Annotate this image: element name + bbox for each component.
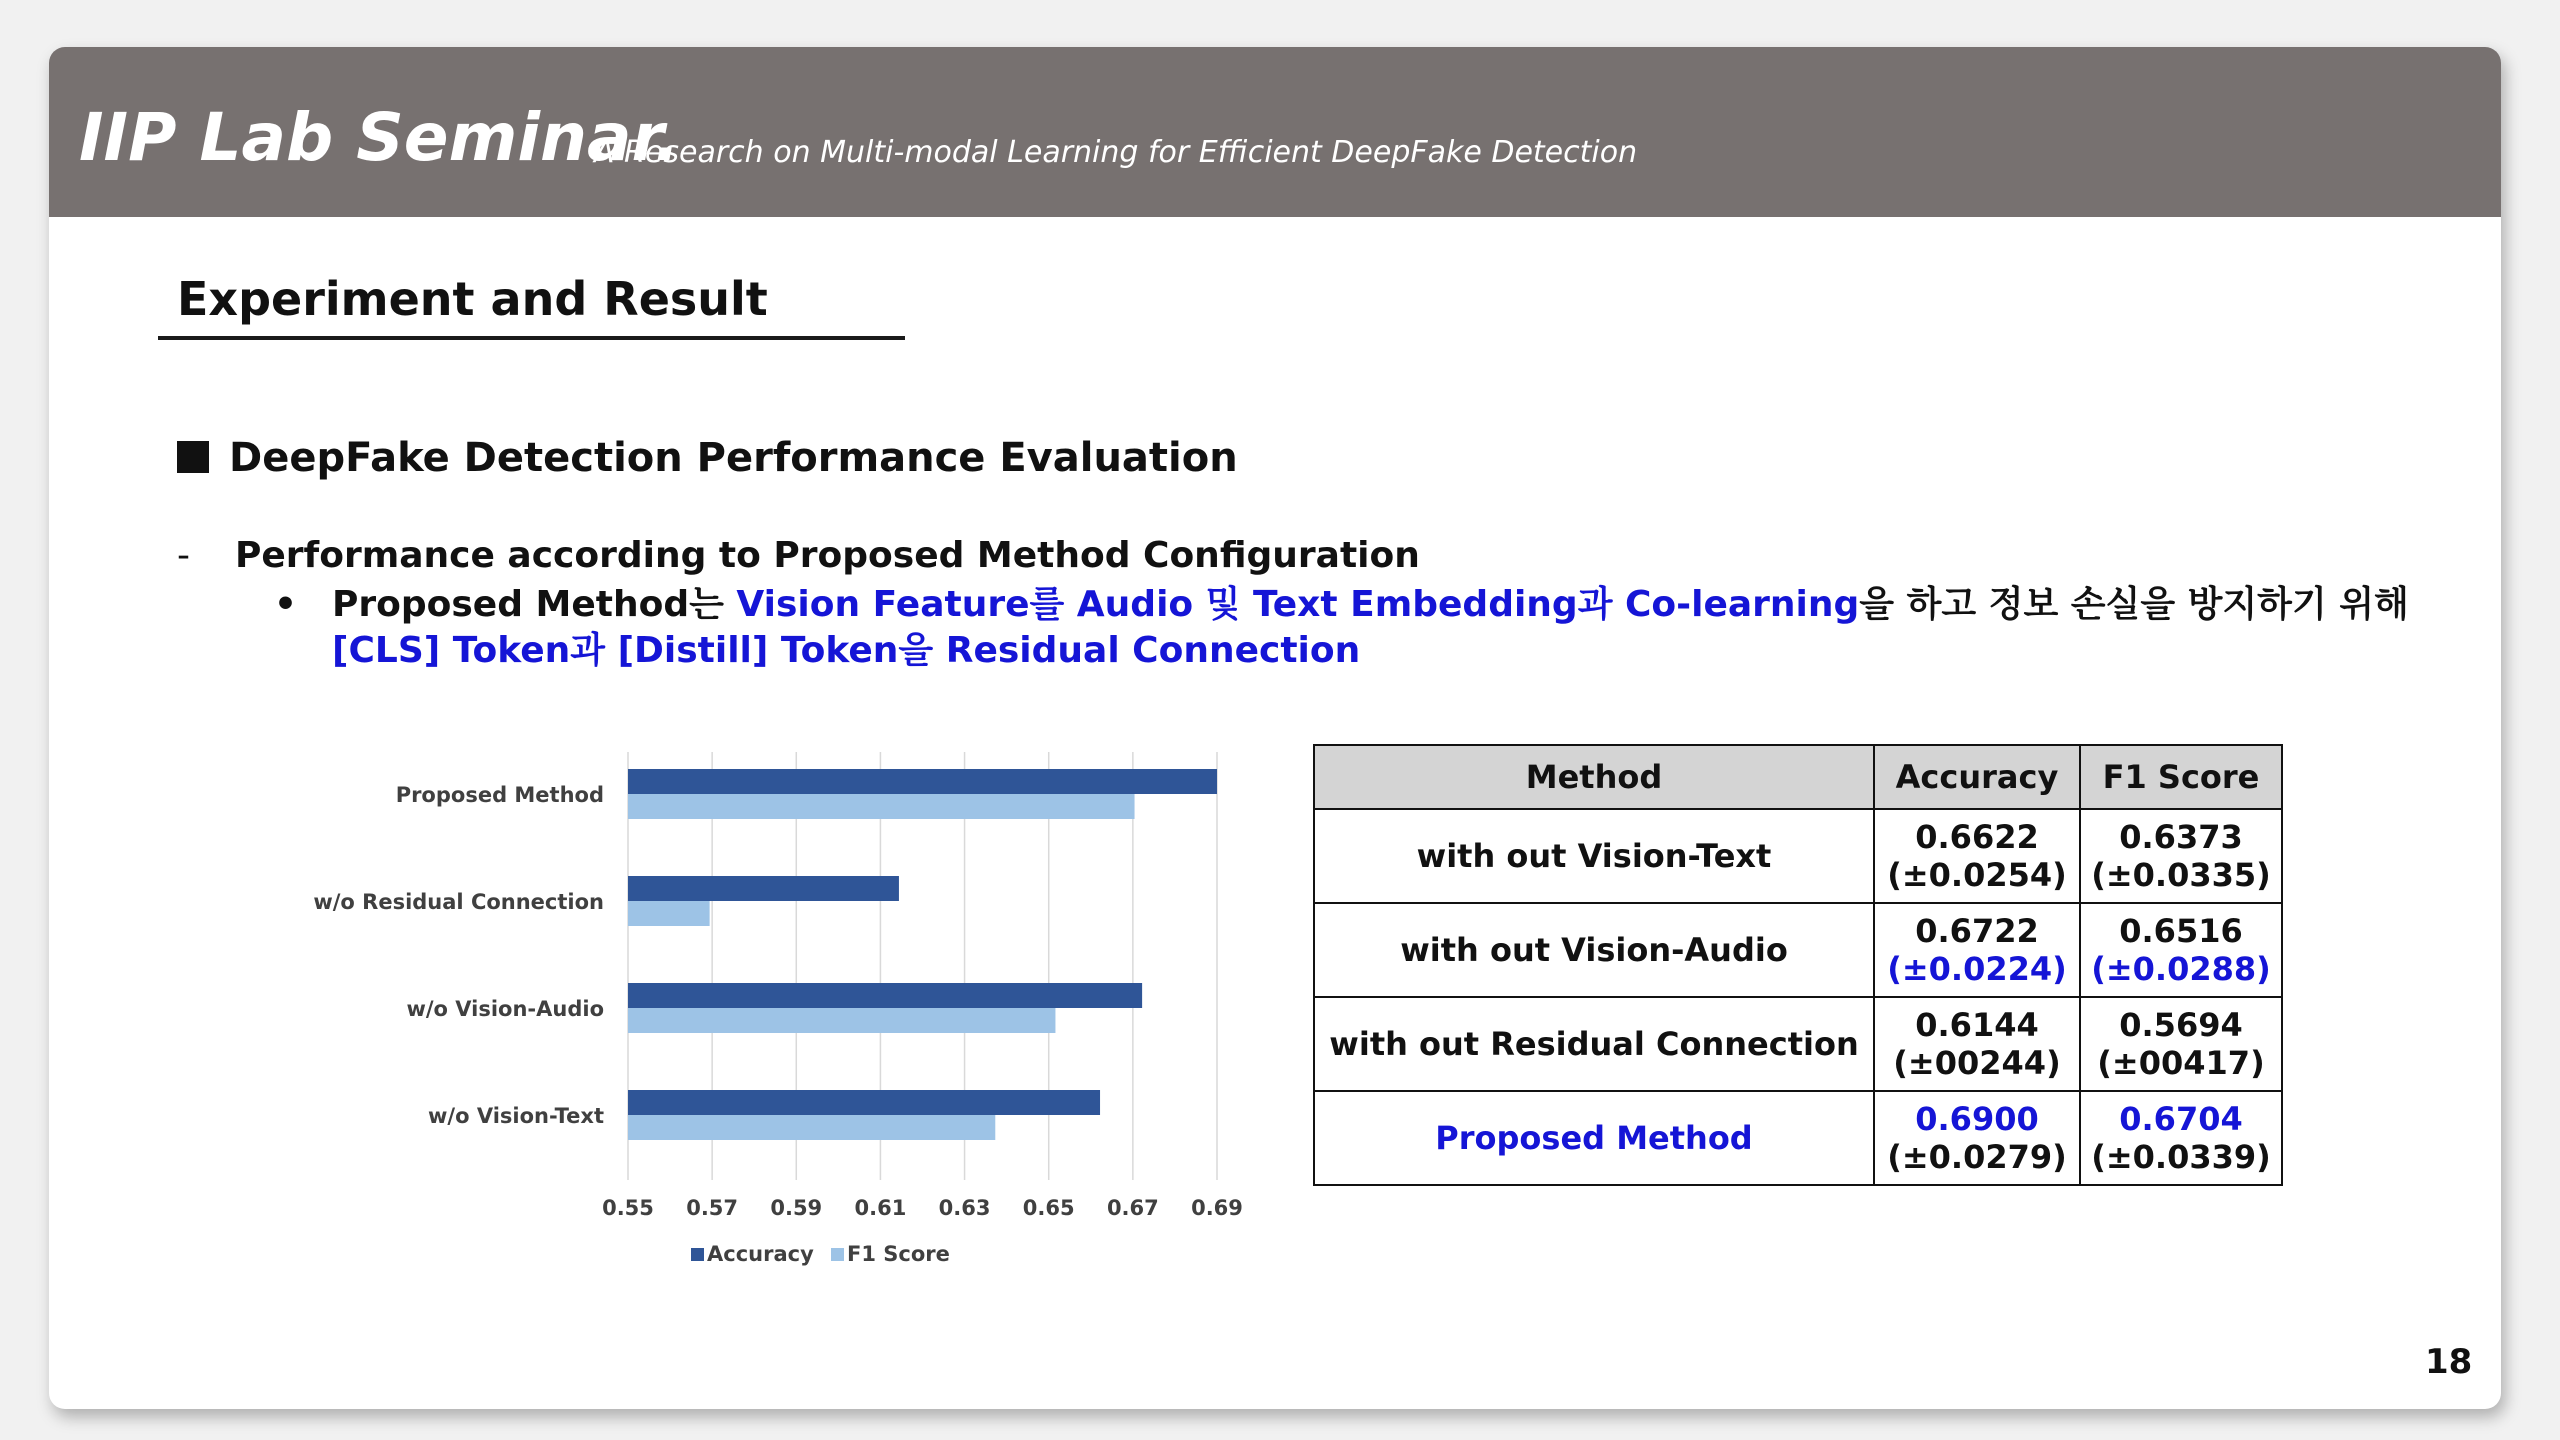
row-accuracy [1874, 1091, 2080, 1185]
chart-tick-label: 0.59 [770, 1196, 823, 1220]
accuracy-value: 0.6900 [1915, 1100, 2039, 1138]
seminar-subtitle: A Research on Multi-modal Learning for Efficient DeepFake Detection [594, 135, 1638, 170]
chart-tick-label: 0.55 [602, 1196, 654, 1220]
chart-bars [628, 769, 1217, 1140]
accuracy-value: 0.6144 [1915, 1006, 2039, 1044]
bar-f1-score [628, 1008, 1055, 1033]
subheading-text: DeepFake Detection Performance Evaluation [229, 435, 1238, 481]
bullet-line-1 [274, 582, 2409, 628]
header-accuracy: Accuracy [1874, 745, 2080, 809]
chart-legend [691, 1242, 950, 1266]
performance-table [1313, 744, 2283, 1186]
legend-label: F1 Score [847, 1242, 950, 1266]
seminar-title: IIP Lab Seminar. [79, 99, 680, 176]
row-accuracy [1874, 997, 2080, 1091]
dash-bullet-icon: - [177, 535, 190, 576]
bullet-text-2: 을 하고 정보 손실을 방지하기 위해 [1859, 584, 2409, 625]
square-bullet-icon [177, 441, 209, 473]
chart-tick-label: 0.63 [938, 1196, 991, 1220]
chart-category-label: w/o Vision-Audio [406, 997, 604, 1021]
table-row [1314, 809, 2282, 903]
bar-accuracy [628, 769, 1217, 794]
f1-std: (±0.0288) [2091, 950, 2271, 988]
bullet-highlight-2: [CLS] Token과 [Distill] Token을 Residual Connection [332, 630, 1361, 671]
row-f1 [2080, 809, 2282, 903]
section-title: Experiment and Result [177, 272, 768, 326]
table-row [1314, 903, 2282, 997]
page-number: 18 [2425, 1342, 2473, 1382]
legend-swatch [691, 1248, 704, 1261]
f1-value: 0.6704 [2119, 1100, 2243, 1138]
accuracy-std: (±0.0254) [1887, 856, 2067, 894]
bar-f1-score [628, 901, 710, 926]
performance-bar-chart [219, 682, 1259, 1292]
chart-tick-label: 0.67 [1106, 1196, 1159, 1220]
f1-std: (±0.0339) [2091, 1138, 2271, 1176]
accuracy-value: 0.6622 [1915, 818, 2039, 856]
row-accuracy [1874, 903, 2080, 997]
bullet-text-1: Proposed Method는 [332, 584, 737, 625]
slide-header [49, 47, 2501, 217]
f1-std: (±00417) [2097, 1044, 2265, 1082]
bar-accuracy [628, 983, 1142, 1008]
point-line [177, 535, 1420, 576]
slide [49, 47, 2501, 1409]
chart-tick-labels [602, 1196, 1243, 1220]
table-header-row [1314, 745, 2282, 809]
table-row [1314, 1091, 2282, 1185]
row-accuracy [1874, 809, 2080, 903]
chart-category-label: w/o Residual Connection [313, 890, 604, 914]
dot-bullet-icon: • [274, 584, 298, 625]
header-f1-score: F1 Score [2080, 745, 2282, 809]
row-f1 [2080, 1091, 2282, 1185]
bar-accuracy [628, 876, 899, 901]
f1-value: 0.6373 [2119, 818, 2243, 856]
section-underline [158, 336, 905, 340]
chart-tick-label: 0.69 [1191, 1196, 1243, 1220]
chart-tick-label: 0.61 [854, 1196, 907, 1220]
bullet-paragraph [274, 582, 2409, 674]
chart-category-labels [313, 783, 604, 1128]
f1-value: 0.5694 [2119, 1006, 2243, 1044]
row-f1 [2080, 997, 2282, 1091]
accuracy-std: (±00244) [1893, 1044, 2061, 1082]
legend-label: Accuracy [707, 1242, 814, 1266]
legend-swatch [831, 1248, 844, 1261]
chart-tick-label: 0.57 [686, 1196, 739, 1220]
point-text: Performance according to Proposed Method Configuration [235, 535, 1420, 576]
header-method: Method [1314, 745, 1874, 809]
subheading [177, 435, 1238, 481]
f1-std: (±0.0335) [2091, 856, 2271, 894]
row-f1 [2080, 903, 2282, 997]
row-method: with out Residual Connection [1314, 997, 1874, 1091]
bar-accuracy [628, 1090, 1100, 1115]
accuracy-value: 0.6722 [1915, 912, 2039, 950]
bullet-highlight-1: Vision Feature를 Audio 및 Text Embedding과 Co-learning [736, 584, 1860, 625]
row-method: with out Vision-Text [1314, 809, 1874, 903]
bar-f1-score [628, 1115, 995, 1140]
f1-value: 0.6516 [2119, 912, 2243, 950]
row-method: with out Vision-Audio [1314, 903, 1874, 997]
row-method: Proposed Method [1314, 1091, 1874, 1185]
bar-f1-score [628, 794, 1135, 819]
accuracy-std: (±0.0224) [1887, 950, 2067, 988]
chart-tick-label: 0.65 [1022, 1196, 1075, 1220]
table-row [1314, 997, 2282, 1091]
accuracy-std: (±0.0279) [1887, 1138, 2067, 1176]
chart-category-label: w/o Vision-Text [428, 1104, 604, 1128]
chart-category-label: Proposed Method [395, 783, 604, 807]
